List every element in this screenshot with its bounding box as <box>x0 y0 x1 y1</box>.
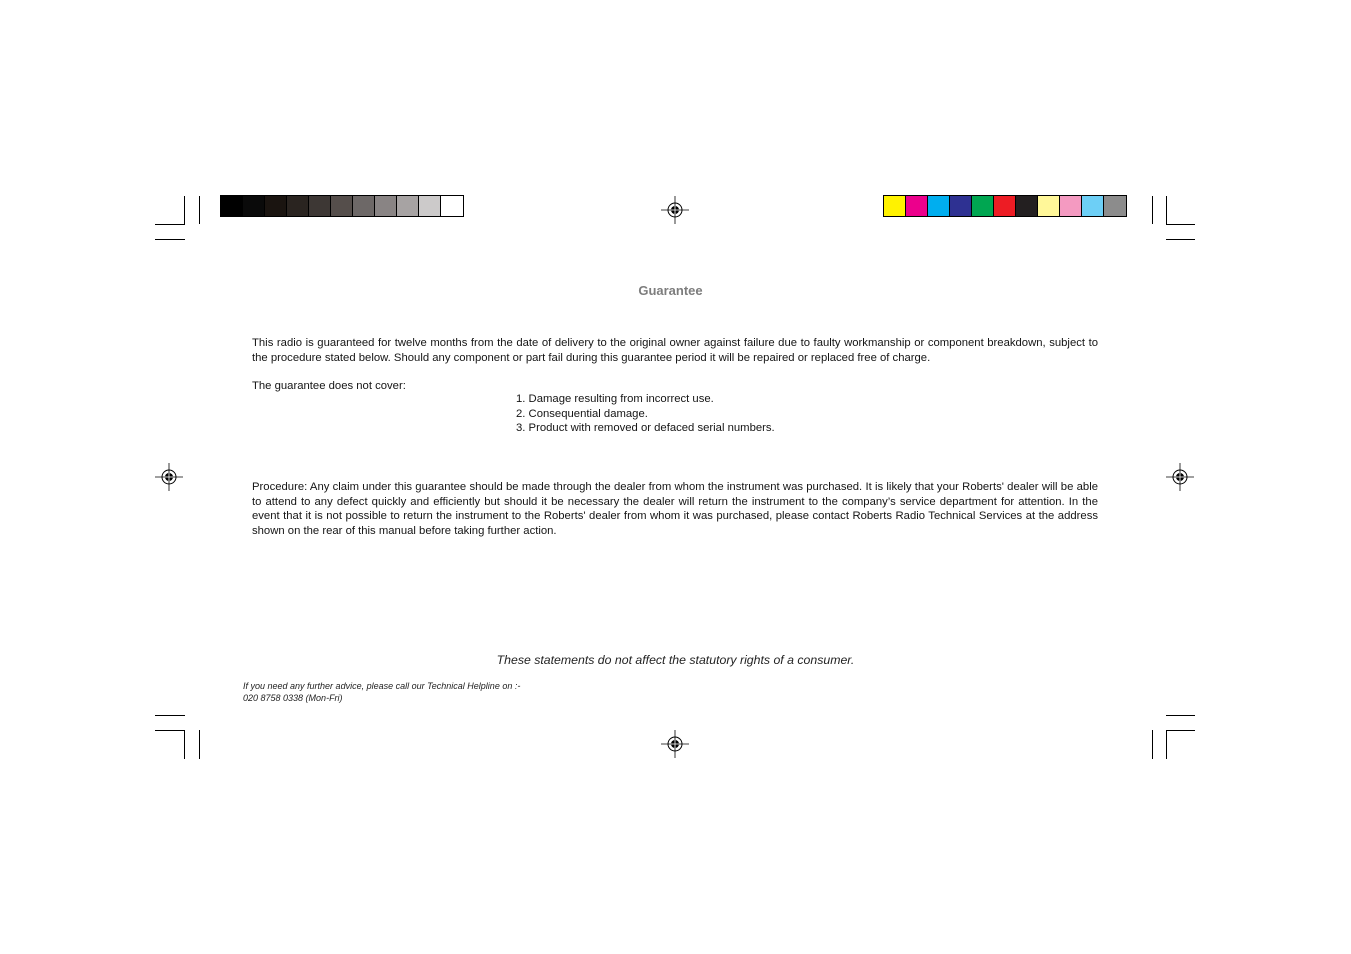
color-swatch <box>243 196 265 216</box>
color-swatch <box>397 196 419 216</box>
color-swatch <box>950 196 972 216</box>
color-swatch <box>419 196 441 216</box>
exclusion-item: 3. Product with removed or defaced serial numbers. <box>516 422 775 434</box>
helpline-text: If you need any further advice, please call our Technical Helpline on :- <box>243 681 521 691</box>
registration-mark-icon <box>1166 463 1194 491</box>
color-swatch <box>994 196 1016 216</box>
grayscale-calibration-bar <box>220 195 464 217</box>
helpline-number: 020 8758 0338 (Mon-Fri) <box>243 693 343 703</box>
color-swatch <box>1060 196 1082 216</box>
exclusion-item: 2. Consequential damage. <box>516 408 648 420</box>
color-swatch <box>972 196 994 216</box>
not-covered-heading: The guarantee does not cover: <box>252 380 406 392</box>
color-swatch <box>375 196 397 216</box>
color-swatch <box>331 196 353 216</box>
page-title: Guarantee <box>638 283 703 298</box>
registration-mark-icon <box>155 463 183 491</box>
color-swatch <box>1104 196 1126 216</box>
color-swatch <box>441 196 463 216</box>
color-swatch <box>265 196 287 216</box>
statutory-rights-note: These statements do not affect the statutory rights of a consumer. <box>496 653 855 667</box>
exclusion-item: 1. Damage resulting from incorrect use. <box>516 393 714 405</box>
color-swatch <box>884 196 906 216</box>
registration-mark-icon <box>661 730 689 758</box>
color-swatch <box>928 196 950 216</box>
color-swatch <box>1016 196 1038 216</box>
process-color-calibration-bar <box>883 195 1127 217</box>
color-swatch <box>906 196 928 216</box>
color-swatch <box>287 196 309 216</box>
color-swatch <box>1038 196 1060 216</box>
color-swatch <box>353 196 375 216</box>
color-swatch <box>1082 196 1104 216</box>
color-swatch <box>221 196 243 216</box>
guarantee-intro-paragraph: This radio is guaranteed for twelve months from the date of delivery to the original owner against failure due to faulty workmanship or component breakdown, subject to the procedure stated below. Should any component or part fail during this guarantee period it will be repaired or replaced free of charge. <box>252 337 1098 364</box>
color-swatch <box>309 196 331 216</box>
registration-mark-icon <box>661 196 689 224</box>
procedure-paragraph: Procedure: Any claim under this guarantee should be made through the dealer from whom the instrument was purchased. It is likely that your Roberts' dealer will be able to attend to any defect quickly and efficiently but should it be necessary the dealer will return the instrument to the company’s service department for attention. In the event that it is not possible to return the instrument to the Roberts' dealer from whom it was purchased, please contact Roberts Radio Technical Services at the address shown on the rear of this manual before taking further action. <box>252 481 1098 537</box>
